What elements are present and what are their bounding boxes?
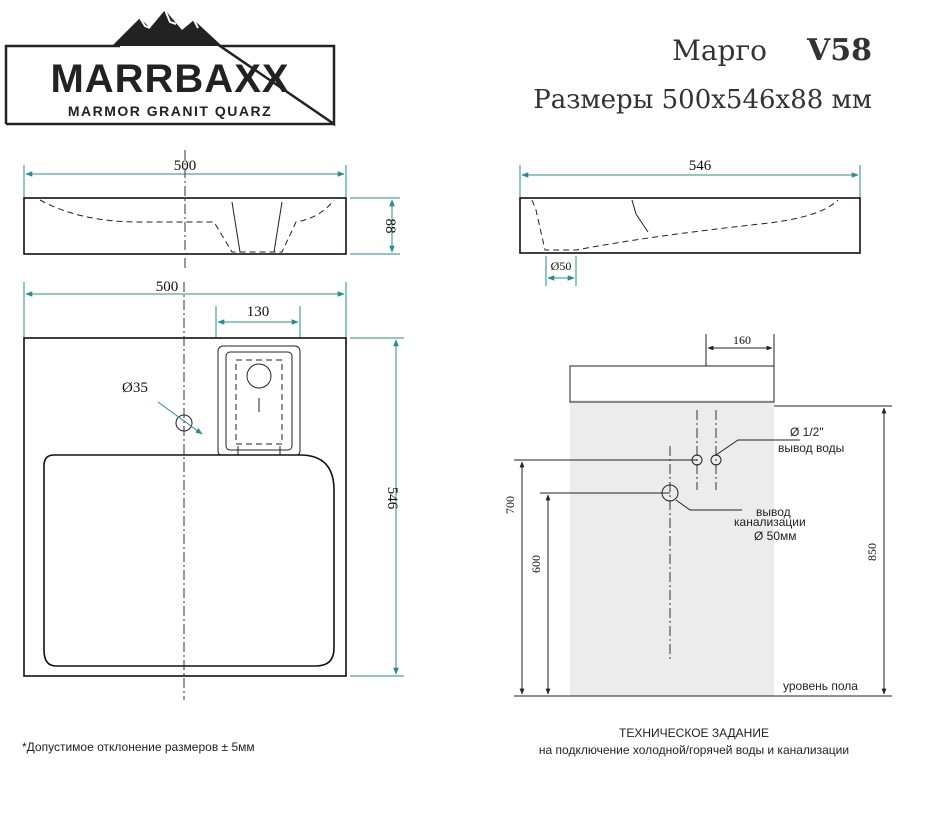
sewer-label-line2: канализации: [734, 515, 806, 529]
brand-tagline: MARMOR GRANIT QUARZ: [67, 103, 273, 119]
brand-name: MARRBAXX: [50, 57, 290, 101]
front-height-label: 88: [382, 218, 398, 234]
height-600-label: 600: [529, 555, 543, 573]
tech-spec-diagram: [503, 333, 892, 757]
side-drain-label: Ø50: [550, 259, 572, 273]
wall-area: [570, 400, 774, 696]
tech-spec-subtitle: на подключение холодной/горячей воды и канализации: [538, 743, 850, 757]
top-depth-label: 546: [384, 486, 400, 510]
tech-spec-title: ТЕХНИЧЕСКОЕ ЗАДАНИЕ: [619, 726, 769, 740]
overflow-hole-label: Ø35: [122, 380, 148, 396]
side-depth-label: 546: [688, 158, 712, 174]
side-outline: [520, 198, 860, 253]
offset-label: 160: [733, 333, 751, 347]
basin-outline: [44, 455, 334, 666]
water-outlet-label: вывод воды: [778, 441, 845, 455]
faucet-width-label: 130: [246, 304, 270, 320]
model-code: V58: [806, 33, 872, 68]
dimensions-line: Размеры 500х546х88 мм: [533, 85, 872, 115]
water-outlet-size: Ø 1/2": [790, 425, 824, 439]
top-view: [24, 279, 404, 700]
tolerance-footnote: *Допустимое отклонение размеров ± 5мм: [22, 740, 255, 754]
front-view: [24, 150, 400, 268]
model-name: Марго: [672, 34, 767, 67]
basin-profile: [570, 366, 774, 402]
top-width-label: 500: [155, 279, 179, 295]
height-700-label: 700: [503, 496, 517, 514]
floor-label: уровень пола: [783, 679, 858, 693]
side-view: [520, 158, 860, 286]
sewer-size: Ø 50мм: [754, 529, 797, 543]
front-width-label: 500: [173, 158, 197, 174]
height-850-label: 850: [865, 543, 879, 561]
sewer-label-line1: вывод: [756, 505, 791, 519]
brand-logo: [6, 10, 334, 124]
